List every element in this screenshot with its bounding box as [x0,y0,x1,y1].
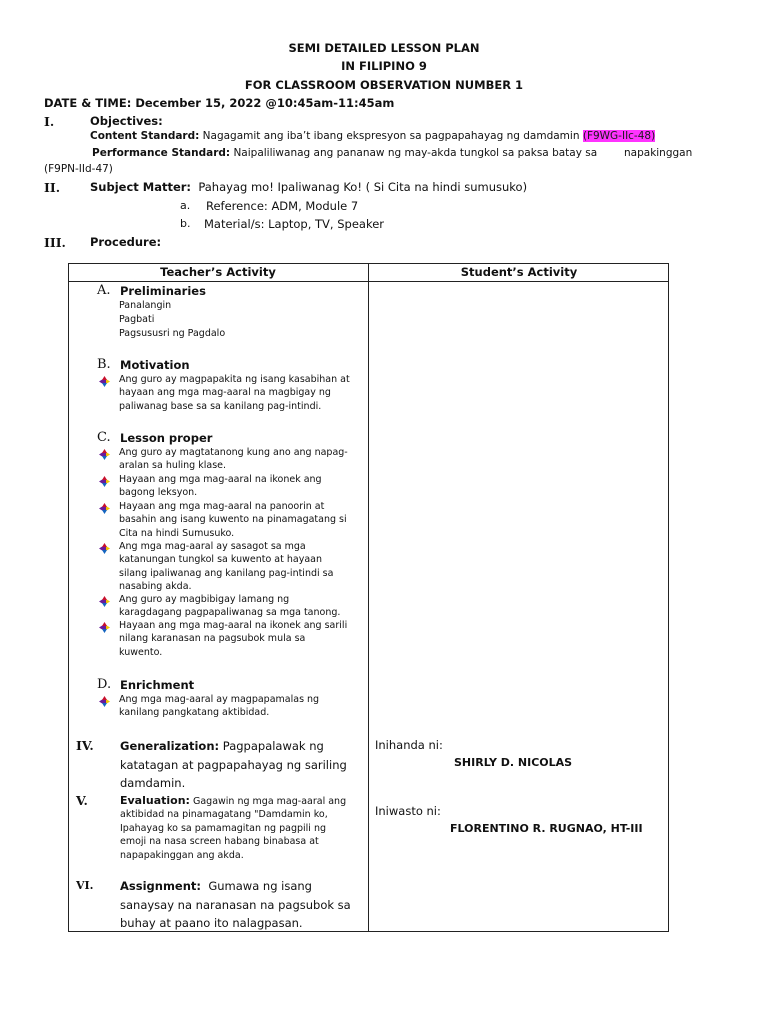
assignment-line: Gumawa ng isang [208,879,312,893]
bullet-arrow-icon [99,449,110,460]
subject-matter-numeral: II. [44,180,61,195]
checked-by-name: FLORENTINO R. RUGNAO, HT-III [450,822,643,835]
bullet-line: hayaan ang mga mag-aaral na magbigay ng [119,387,331,399]
assignment-line: buhay at paano ito nalagpasan. [120,916,303,931]
evaluation-numeral: V. [76,793,88,808]
preliminaries-title: Preliminaries [120,284,206,298]
evaluation-line: Ipahayag ko sa pamamagitan ng pagpili ng [120,822,327,834]
bullet-arrow-icon [99,376,110,387]
plan-subject: IN FILIPINO 9 [341,59,427,73]
performance-standard-code: (F9PN-IId-47) [44,163,113,175]
bullet-line: Hayaan ang mga mag-aaral na ikonek ang [119,474,322,485]
bullet-line: kanilang pangkatang aktibidad. [119,707,270,719]
bullet-line: Ang mga mag-aaral ay magpapamalas ng [119,694,320,705]
evaluation-line: napapakinggan ang akda. [120,849,244,861]
bullet-line: basahin ang isang kuwento na pinamagatang si [119,514,347,526]
bullet-line: Cita na hindi Sumusuko. [119,527,235,539]
bullet-line: bagong leksyon. [119,487,198,499]
objectives-numeral: I. [44,114,55,129]
bullet-line: Ang mga mag-aaral ay sasagot sa mga [119,541,306,552]
teacher-activity-header: Teacher’s Activity [160,265,276,279]
bullet-line: silang ipaliwanag ang kanilang pag-intindi sa [119,567,334,579]
content-standard [90,130,655,142]
bullet-line: karagdagang pagpapaliwanag sa mga tanong. [119,607,341,619]
lesson-proper-letter: C. [97,430,111,445]
plan-observation: FOR CLASSROOM OBSERVATION NUMBER 1 [244,78,524,92]
prepared-by-label: Inihanda ni: [375,738,443,752]
materials-text: Material/s: Laptop, TV, Speaker [204,217,385,231]
motivation-letter: B. [97,357,111,372]
reference-text: Reference: ADM, Module 7 [206,199,359,213]
generalization-line: damdamin. [120,776,186,791]
assignment-line: sanaysay na naranasan na pagsubok sa [120,897,351,912]
plan-title: SEMI DETAILED LESSON PLAN [288,41,480,55]
bullet-line: katanungan tungkol sa kuwento at hayaan [119,554,322,566]
bullet-line: Hayaan ang mga mag-aaral na ikonek ang sarili [119,620,348,631]
evaluation-line: emoji na nasa screen habang binabasa at [120,836,319,848]
bullet-line: aralan sa huling klase. [119,460,227,472]
subject-matter [90,180,527,194]
bullet-arrow-icon [99,622,110,633]
prepared-by-name: SHIRLY D. NICOLAS [454,756,573,769]
bullet-arrow-icon [99,696,110,707]
evaluation-label: Evaluation: [120,794,190,807]
table-header-divider [68,281,669,282]
generalization-label: Generalization: [120,739,220,753]
bullet-line: nilang karanasan na pagsubok mula sa [119,633,306,645]
lesson-bullet [119,619,367,659]
procedure-label: Procedure: [90,235,162,249]
content-standard-code: (F9WG-IIc-48) [582,130,656,142]
reference-letter: a. [180,199,191,212]
lesson-bullet [119,540,367,594]
performance-standard [92,147,597,159]
bullet-line: Ang guro ay magtatanong kung ano ang napag- [119,447,348,458]
assignment-numeral: VI. [76,879,94,892]
lesson-bullet [119,593,367,620]
generalization-line: katatagan at pagpapahayag ng sariling [120,757,347,772]
assignment-block [120,877,365,933]
motivation-bullet [119,373,367,413]
lesson-bullet [119,446,367,473]
procedure-numeral: III. [44,235,66,250]
bullet-line: nasabing akda. [119,581,192,593]
performance-standard-text: Naipaliliwanag ang pananaw ng may-akda tungkol sa paksa batay sa [233,147,598,159]
bullet-line: Hayaan ang mga mag-aaral na panoorin at [119,501,325,512]
enrichment-bullet [119,693,367,720]
student-activity-header: Student’s Activity [460,265,578,279]
performance-standard-tail: napakinggan [624,147,693,159]
bullet-arrow-icon [99,503,110,514]
subject-matter-text: Pahayag mo! Ipaliwanag Ko! ( Si Cita na hindi sumusuko) [198,180,528,194]
bullet-line: Ang guro ay magpapakita ng isang kasabihan at [119,374,350,385]
objectives-label: Objectives: [90,114,163,128]
bullet-line: kuwento. [119,646,163,658]
materials-letter: b. [180,217,191,230]
generalization-line: Pagpapalawak ng [222,739,324,753]
preliminaries-item: Panalangin [119,300,172,311]
generalization-block [120,737,360,793]
preliminaries-letter: A. [97,283,111,298]
date-time: DATE & TIME: December 15, 2022 @10:45am-11:45am [44,96,395,110]
motivation-title: Motivation [120,358,190,372]
preliminaries-item: Pagsususri ng Pagdalo [119,328,226,339]
lesson-bullet [119,500,367,540]
evaluation-line: aktibidad na pinamagatang "Damdamin ko, [120,809,328,821]
content-standard-text: Nagagamit ang iba’t ibang ekspresyon sa pagpapahayag ng damdamin [202,130,580,142]
enrichment-title: Enrichment [120,678,195,692]
evaluation-block [120,794,365,862]
bullet-arrow-icon [99,543,110,554]
table-column-divider [368,263,369,932]
preliminaries-item: Pagbati [119,314,155,325]
bullet-arrow-icon [99,596,110,607]
content-standard-label: Content Standard: [90,130,200,142]
bullet-arrow-icon [99,476,110,487]
lesson-bullet [119,473,367,500]
bullet-line: Ang guro ay magbibigay lamang ng [119,594,290,605]
checked-by-label: Iniwasto ni: [375,804,441,818]
generalization-numeral: IV. [76,738,94,753]
evaluation-line: Gagawin ng mga mag-aaral ang [192,796,347,807]
subject-matter-label: Subject Matter: [90,180,192,194]
enrichment-letter: D. [97,677,112,692]
lesson-proper-title: Lesson proper [120,431,213,445]
bullet-line: paliwanag base sa sa kanilang pag-intindi. [119,400,322,412]
performance-standard-label: Performance Standard: [92,147,231,159]
assignment-label: Assignment: [120,879,202,893]
